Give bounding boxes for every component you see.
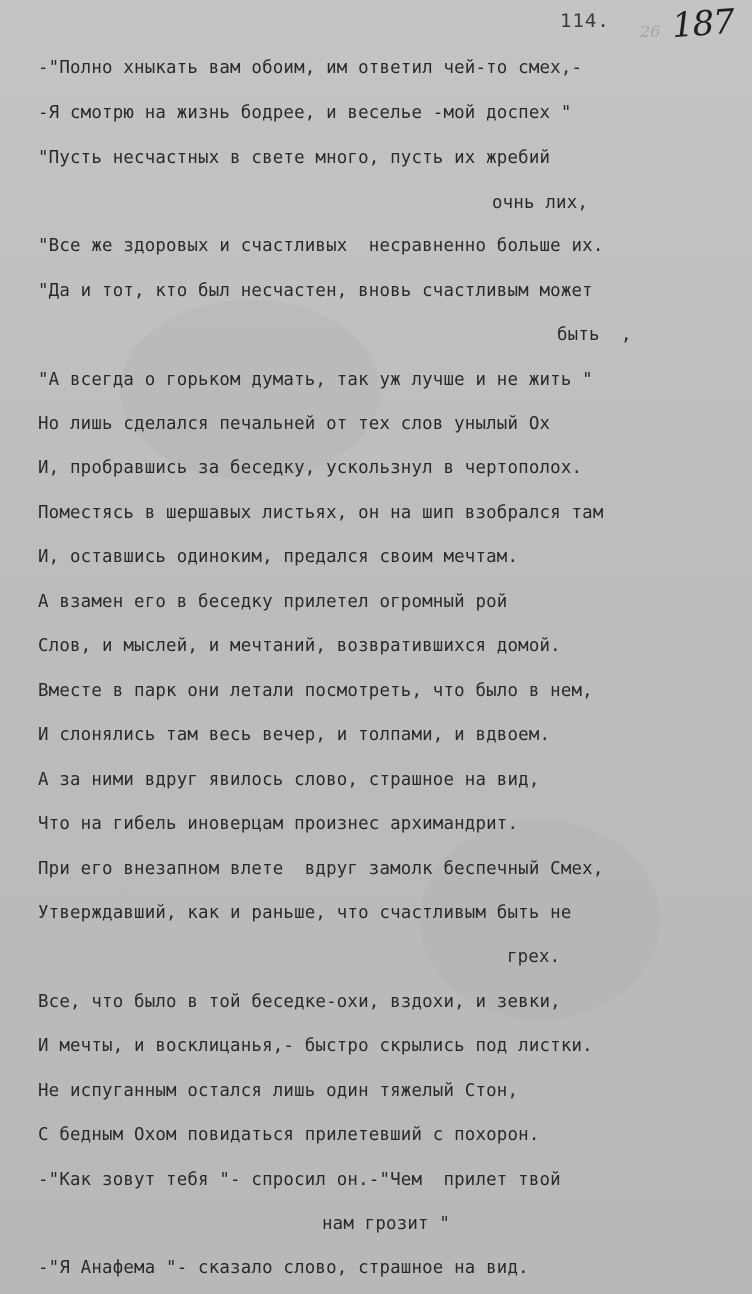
paper-stain xyxy=(120,300,380,480)
text-line: Вместе в парк они летали посмотреть, что было в нем, xyxy=(38,681,593,701)
text-line: Слов, и мыслей, и мечтаний, возвратившихся домой. xyxy=(38,636,561,656)
archive-handwritten-number: 187 xyxy=(670,1,736,47)
text-line: Утверждавший, как и раньше, что счастливым быть не xyxy=(38,903,572,923)
archive-faint-number: 26 xyxy=(640,22,661,41)
text-line: "Да и тот, кто был несчастен, вновь счастливым может xyxy=(38,281,593,301)
text-line: Не испуганным остался лишь один тяжелый Стон, xyxy=(38,1081,519,1101)
text-line: -"Как зовут тебя "- спросил он.-"Чем прилет твой xyxy=(38,1170,561,1190)
text-line: При его внезапном влете вдруг замолк беспечный Смех, xyxy=(38,859,604,879)
text-line: Что на гибель иноверцам произнес архимандрит. xyxy=(38,814,519,834)
text-line: А за ними вдруг явилось слово, страшное на вид, xyxy=(38,770,540,790)
text-line: А взамен его в беседку прилетел огромный рой xyxy=(38,592,508,612)
text-line: нам грозит " xyxy=(322,1214,451,1234)
text-line: очнь лих, xyxy=(492,193,589,213)
text-line: И, пробравшись за беседку, ускользнул в чертополох. xyxy=(38,458,583,478)
text-line: грех. xyxy=(507,947,561,967)
text-line: Но лишь сделался печальней от тех слов унылый Ох xyxy=(38,414,551,434)
text-line: -"Я Анафема "- сказало слово, страшное на вид. xyxy=(38,1258,529,1278)
text-line: -Я смотрю на жизнь бодрее, и веселье -мой доспех " xyxy=(38,103,572,123)
text-line: Все, что было в той беседке-охи, вздохи, и зевки, xyxy=(38,992,561,1012)
text-line: -"Полно хныкать вам обоим, им ответил чей-то смех,- xyxy=(38,58,583,78)
text-line: "Все же здоровых и счастливых несравненно больше их. xyxy=(38,236,604,256)
text-line: И слонялись там весь вечер, и толпами, и вдвоем. xyxy=(38,725,551,745)
text-line: Поместясь в шершавых листьях, он на шип взобрался там xyxy=(38,503,604,523)
text-line: быть , xyxy=(557,325,632,345)
page-number: 114. xyxy=(560,10,610,32)
text-line: И мечты, и восклицанья,- быстро скрылись под листки. xyxy=(38,1036,593,1056)
text-line: "Пусть несчастных в свете много, пусть их жребий xyxy=(38,148,551,168)
text-line: "А всегда о горьком думать, так уж лучше и не жить " xyxy=(38,370,593,390)
text-line: С бедным Охом повидаться прилетевший с похорон. xyxy=(38,1125,540,1145)
text-line: И, оставшись одиноким, предался своим мечтам. xyxy=(38,547,519,567)
